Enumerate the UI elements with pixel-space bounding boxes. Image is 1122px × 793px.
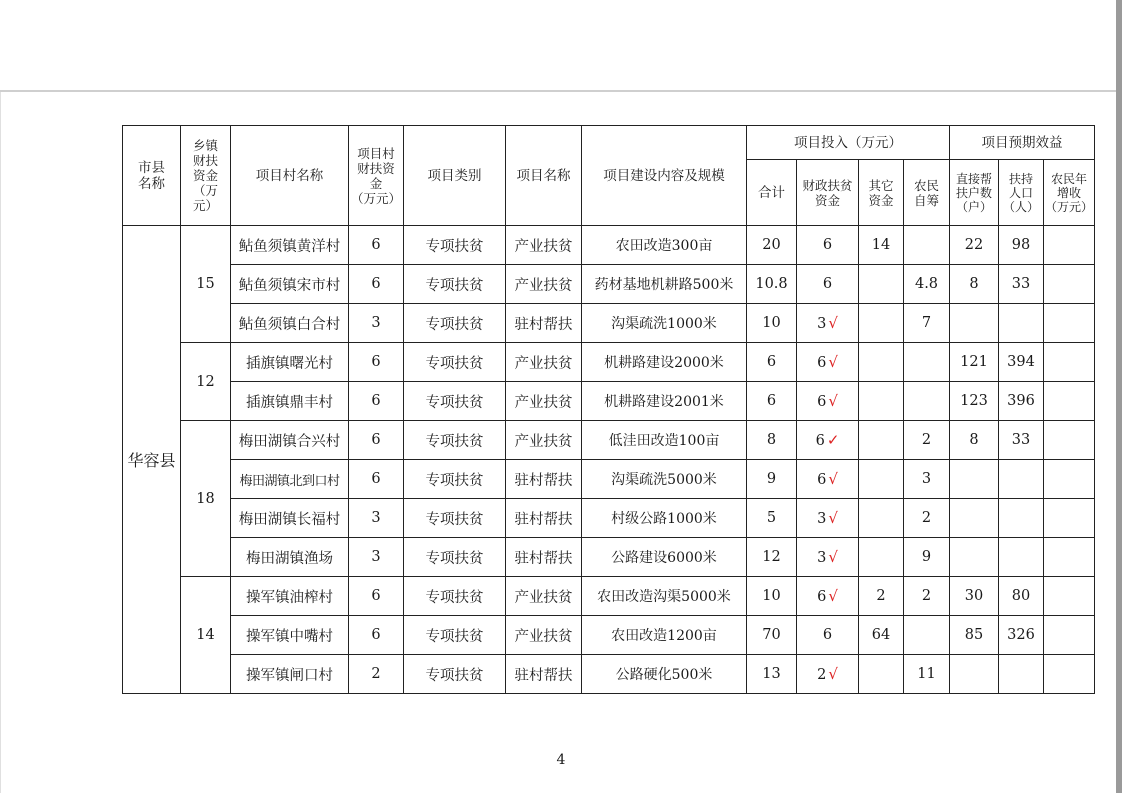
households-cell (950, 304, 999, 343)
table-row (123, 616, 1095, 655)
income-cell (1044, 577, 1095, 616)
other-funds-cell (859, 499, 904, 538)
table-row (123, 499, 1095, 538)
other-funds-cell (859, 343, 904, 382)
farmer-funds-cell: 2 (904, 421, 950, 460)
content-cell: 农田改造沟渠5000米 (582, 577, 747, 616)
project-name-cell: 驻村帮扶 (506, 538, 582, 577)
content-cell: 村级公路1000米 (582, 499, 747, 538)
income-cell (1044, 304, 1095, 343)
village-funds-cell: 6 (349, 265, 404, 304)
fiscal-cell (797, 499, 859, 538)
population-cell (999, 304, 1044, 343)
total-cell: 6 (747, 343, 797, 382)
fiscal-cell (797, 577, 859, 616)
fiscal-cell (797, 304, 859, 343)
village-name-cell: 鲇鱼须镇白合村 (231, 304, 349, 343)
total-cell: 10 (747, 304, 797, 343)
scan-top-margin (0, 0, 1122, 92)
fiscal-cell (797, 265, 859, 304)
farmer-funds-cell: 4.8 (904, 265, 950, 304)
village-funds-cell: 3 (349, 499, 404, 538)
table-row (123, 655, 1095, 694)
income-cell (1044, 616, 1095, 655)
check-mark-icon: ✓ (826, 431, 840, 449)
table-row (123, 577, 1095, 616)
content-cell: 公路建设6000米 (582, 538, 747, 577)
farmer-funds-cell (904, 343, 950, 382)
income-cell (1044, 460, 1095, 499)
town-funds-cell: 15 (181, 226, 231, 343)
population-cell (999, 655, 1044, 694)
project-name-cell: 驻村帮扶 (506, 655, 582, 694)
category-cell: 专项扶贫 (404, 421, 506, 460)
households-cell: 121 (950, 343, 999, 382)
table-row (123, 538, 1095, 577)
households-cell: 85 (950, 616, 999, 655)
other-funds-cell (859, 265, 904, 304)
population-cell: 396 (999, 382, 1044, 421)
town-funds-cell: 14 (181, 577, 231, 694)
fiscal-value: 6 (822, 237, 833, 253)
village-name-cell: 鲇鱼须镇黄洋村 (231, 226, 349, 265)
other-funds-cell (859, 460, 904, 499)
project-name-cell: 产业扶贫 (506, 421, 582, 460)
fiscal-cell (797, 616, 859, 655)
fiscal-cell (797, 655, 859, 694)
population-cell (999, 538, 1044, 577)
category-cell: 专项扶贫 (404, 265, 506, 304)
village-name-cell: 操军镇油榨村 (231, 577, 349, 616)
farmer-funds-cell (904, 382, 950, 421)
fiscal-value: 6 (815, 433, 825, 449)
header-project-name: 项目名称 (506, 126, 582, 226)
village-name-cell: 插旗镇鼎丰村 (231, 382, 349, 421)
population-cell (999, 499, 1044, 538)
page-number: 4 (556, 752, 566, 768)
town-funds-cell: 18 (181, 421, 231, 577)
fiscal-cell (797, 538, 859, 577)
check-mark-icon: √ (828, 353, 838, 371)
farmer-funds-cell (904, 616, 950, 655)
population-cell (999, 460, 1044, 499)
category-cell: 专项扶贫 (404, 616, 506, 655)
other-funds-cell (859, 421, 904, 460)
other-funds-cell: 14 (859, 226, 904, 265)
header-content: 项目建设内容及规模 (582, 126, 747, 226)
table-body (123, 226, 1095, 694)
fiscal-value: 3 (817, 550, 827, 566)
fiscal-value: 3 (817, 316, 827, 332)
header-category: 项目类别 (404, 126, 506, 226)
check-mark-icon: √ (828, 587, 838, 605)
town-funds-cell: 12 (181, 343, 231, 421)
village-funds-cell: 6 (349, 382, 404, 421)
village-funds-cell: 6 (349, 460, 404, 499)
header-benefit-group: 项目预期效益 (950, 126, 1095, 160)
village-funds-cell: 3 (349, 304, 404, 343)
village-funds-cell: 2 (349, 655, 404, 694)
header-investment-group: 项目投入（万元） (747, 126, 950, 160)
other-funds-cell (859, 538, 904, 577)
village-funds-cell: 6 (349, 577, 404, 616)
village-name-cell: 鲇鱼须镇宋市村 (231, 265, 349, 304)
check-mark-icon: √ (828, 392, 838, 410)
income-cell (1044, 265, 1095, 304)
header-households: 直接帮 扶户数 （户） (950, 160, 999, 226)
population-cell: 33 (999, 421, 1044, 460)
content-cell: 农田改造1200亩 (582, 616, 747, 655)
fiscal-value: 2 (817, 667, 827, 683)
village-funds-cell: 6 (349, 616, 404, 655)
population-cell: 326 (999, 616, 1044, 655)
village-name-cell: 梅田湖镇合兴村 (231, 421, 349, 460)
households-cell: 22 (950, 226, 999, 265)
content-cell: 药材基地机耕路500米 (582, 265, 747, 304)
village-funds-cell: 6 (349, 343, 404, 382)
category-cell: 专项扶贫 (404, 499, 506, 538)
total-cell: 12 (747, 538, 797, 577)
fiscal-value: 6 (822, 276, 833, 292)
total-cell: 8 (747, 421, 797, 460)
income-cell (1044, 226, 1095, 265)
poverty-project-table (122, 125, 1095, 694)
village-name-cell: 梅田湖镇渔场 (231, 538, 349, 577)
fiscal-value: 6 (817, 589, 827, 605)
header-fiscal: 财政扶贫 资金 (797, 160, 859, 226)
income-cell (1044, 655, 1095, 694)
income-cell (1044, 343, 1095, 382)
households-cell (950, 460, 999, 499)
category-cell: 专项扶贫 (404, 655, 506, 694)
other-funds-cell (859, 304, 904, 343)
population-cell: 80 (999, 577, 1044, 616)
income-cell (1044, 421, 1095, 460)
farmer-funds-cell: 9 (904, 538, 950, 577)
households-cell: 30 (950, 577, 999, 616)
header-village-name: 项目村名称 (231, 126, 349, 226)
village-funds-cell: 6 (349, 421, 404, 460)
scan-right-edge (1116, 0, 1122, 793)
income-cell (1044, 499, 1095, 538)
check-mark-icon: √ (828, 314, 838, 332)
fiscal-value: 3 (817, 511, 827, 527)
farmer-funds-cell: 2 (904, 577, 950, 616)
village-name-cell: 梅田湖镇长福村 (231, 499, 349, 538)
header-county: 市县 名称 (123, 126, 181, 226)
category-cell: 专项扶贫 (404, 382, 506, 421)
project-name-cell: 驻村帮扶 (506, 499, 582, 538)
fiscal-cell (797, 460, 859, 499)
table-row (123, 382, 1095, 421)
project-name-cell: 产业扶贫 (506, 343, 582, 382)
header-farmer: 农民 自筹 (904, 160, 950, 226)
other-funds-cell (859, 655, 904, 694)
population-cell: 98 (999, 226, 1044, 265)
check-mark-icon: √ (828, 548, 838, 566)
fiscal-value: 6 (817, 472, 827, 488)
total-cell: 9 (747, 460, 797, 499)
content-cell: 机耕路建设2000米 (582, 343, 747, 382)
project-name-cell: 产业扶贫 (506, 226, 582, 265)
farmer-funds-cell: 2 (904, 499, 950, 538)
check-mark-icon: √ (828, 509, 838, 527)
other-funds-cell (859, 382, 904, 421)
scan-edge-shadow (0, 90, 1122, 92)
table-row (123, 421, 1095, 460)
population-cell: 33 (999, 265, 1044, 304)
farmer-funds-cell: 3 (904, 460, 950, 499)
content-cell: 低洼田改造100亩 (582, 421, 747, 460)
content-cell: 机耕路建设2001米 (582, 382, 747, 421)
village-name-cell: 操军镇中嘴村 (231, 616, 349, 655)
check-mark-icon: √ (828, 470, 838, 488)
table-row (123, 343, 1095, 382)
header-village-funds: 项目村 财扶资 金 （万元） (349, 126, 404, 226)
farmer-funds-cell: 11 (904, 655, 950, 694)
income-cell (1044, 382, 1095, 421)
village-name-cell: 插旗镇曙光村 (231, 343, 349, 382)
content-cell: 沟渠疏洗5000米 (582, 460, 747, 499)
county-cell: 华容县 (123, 226, 181, 694)
content-cell: 农田改造300亩 (582, 226, 747, 265)
farmer-funds-cell (904, 226, 950, 265)
fiscal-value: 6 (822, 627, 833, 643)
total-cell: 5 (747, 499, 797, 538)
table-row (123, 460, 1095, 499)
households-cell (950, 499, 999, 538)
project-name-cell: 驻村帮扶 (506, 304, 582, 343)
total-cell: 20 (747, 226, 797, 265)
category-cell: 专项扶贫 (404, 577, 506, 616)
project-name-cell: 产业扶贫 (506, 382, 582, 421)
header-income: 农民年 增收 （万元） (1044, 160, 1095, 226)
total-cell: 70 (747, 616, 797, 655)
header-total: 合计 (747, 160, 797, 226)
header-other: 其它 资金 (859, 160, 904, 226)
other-funds-cell: 64 (859, 616, 904, 655)
fiscal-cell (797, 421, 859, 460)
population-cell: 394 (999, 343, 1044, 382)
total-cell: 13 (747, 655, 797, 694)
category-cell: 专项扶贫 (404, 460, 506, 499)
fiscal-value: 6 (817, 394, 827, 410)
households-cell: 8 (950, 421, 999, 460)
category-cell: 专项扶贫 (404, 226, 506, 265)
category-cell: 专项扶贫 (404, 343, 506, 382)
village-funds-cell: 3 (349, 538, 404, 577)
fiscal-cell (797, 226, 859, 265)
households-cell (950, 655, 999, 694)
content-cell: 沟渠疏洗1000米 (582, 304, 747, 343)
scan-left-edge (0, 92, 1, 793)
project-name-cell: 产业扶贫 (506, 577, 582, 616)
total-cell: 10 (747, 577, 797, 616)
header-population: 扶持 人口 （人） (999, 160, 1044, 226)
income-cell (1044, 538, 1095, 577)
farmer-funds-cell: 7 (904, 304, 950, 343)
project-name-cell: 产业扶贫 (506, 265, 582, 304)
households-cell: 123 (950, 382, 999, 421)
fiscal-cell (797, 382, 859, 421)
project-name-cell: 驻村帮扶 (506, 460, 582, 499)
category-cell: 专项扶贫 (404, 304, 506, 343)
households-cell: 8 (950, 265, 999, 304)
village-funds-cell: 6 (349, 226, 404, 265)
category-cell: 专项扶贫 (404, 538, 506, 577)
village-name-cell: 操军镇闸口村 (231, 655, 349, 694)
content-cell: 公路硬化500米 (582, 655, 747, 694)
village-name-cell: 梅田湖镇北到口村 (231, 460, 349, 499)
fiscal-cell (797, 343, 859, 382)
header-town-funds: 乡镇 财扶 资金 （万 元） (181, 126, 231, 226)
total-cell: 10.8 (747, 265, 797, 304)
project-name-cell: 产业扶贫 (506, 616, 582, 655)
table-row (123, 304, 1095, 343)
table-row (123, 265, 1095, 304)
total-cell: 6 (747, 382, 797, 421)
other-funds-cell: 2 (859, 577, 904, 616)
fiscal-value: 6 (817, 355, 827, 371)
table-row (123, 226, 1095, 265)
check-mark-icon: √ (828, 665, 838, 683)
households-cell (950, 538, 999, 577)
